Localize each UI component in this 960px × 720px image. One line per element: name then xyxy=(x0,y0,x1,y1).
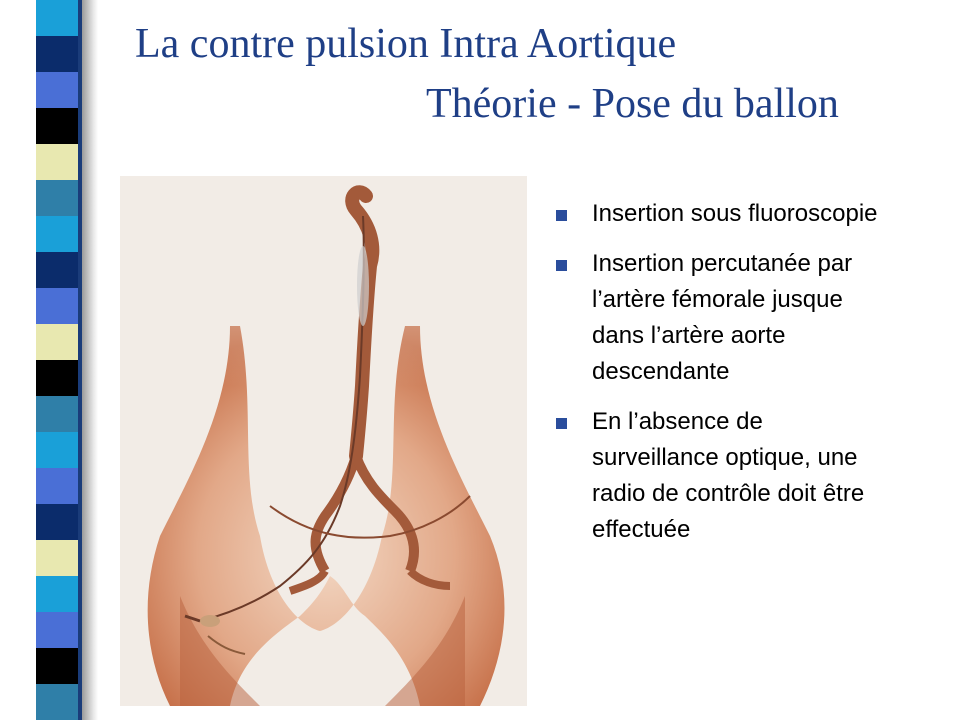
anatomy-drawing xyxy=(120,176,527,706)
bullet-item xyxy=(556,404,916,548)
bullet-text: Insertion percutanée par l’artère fémorale jusque dans l’artère aorte descendante xyxy=(592,250,853,385)
bullet-marker-icon xyxy=(556,210,567,221)
bullet-item xyxy=(556,196,916,232)
side-bar-shadow xyxy=(82,0,98,720)
slide-title-line1: La contre pulsion Intra Aortique xyxy=(135,21,677,67)
anatomy-illustration xyxy=(120,176,527,706)
bullet-item xyxy=(556,246,916,390)
bullet-text: En l’absence de surveillance optique, une radio de contrôle doit être effectuée xyxy=(592,408,865,543)
decorative-side-bar xyxy=(0,0,108,720)
bullet-marker-icon xyxy=(556,260,567,271)
color-strip xyxy=(36,0,82,720)
bullet-list xyxy=(556,196,916,562)
slide-title-line2: Théorie - Pose du ballon xyxy=(426,81,839,127)
bullet-marker-icon xyxy=(556,418,567,429)
bullet-text: Insertion sous fluoroscopie xyxy=(592,200,878,227)
